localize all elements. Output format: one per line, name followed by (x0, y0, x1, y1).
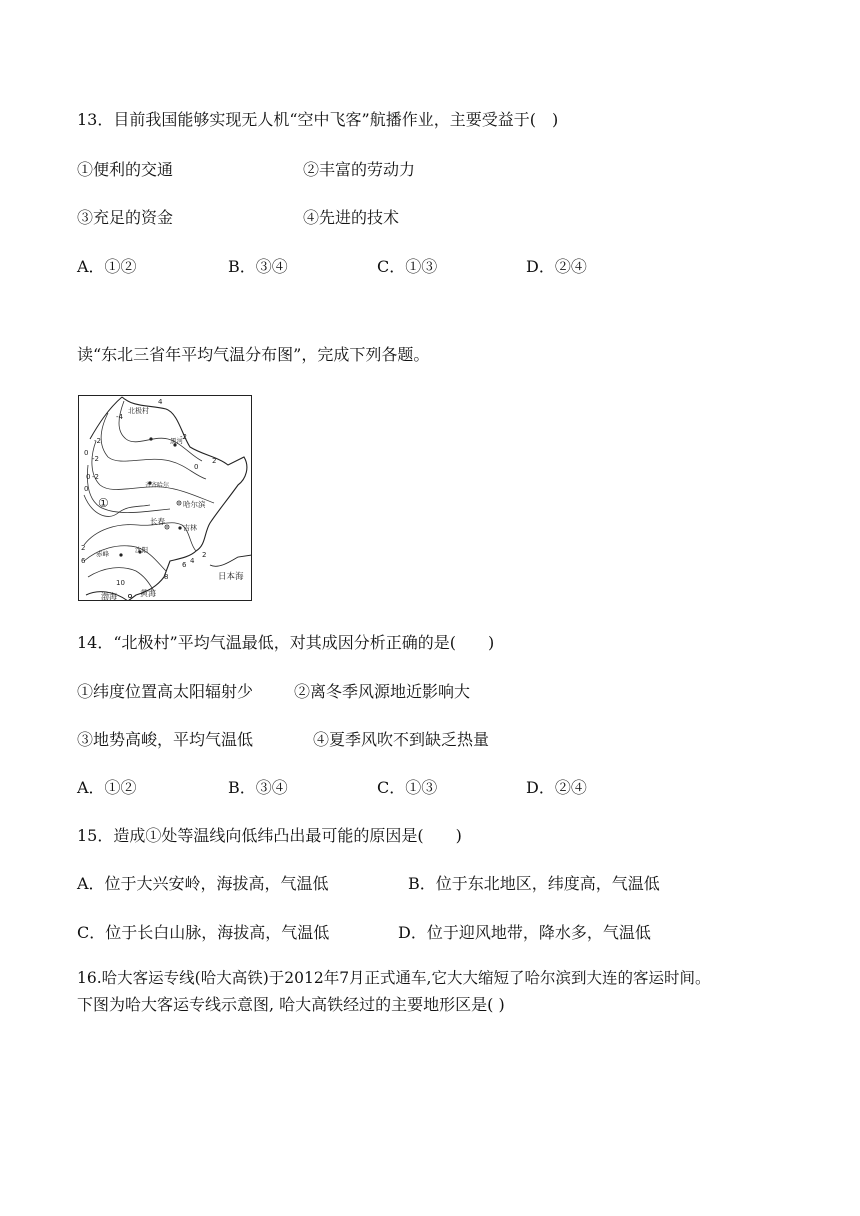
isotherm-label: -4 (116, 413, 123, 421)
map-label-changchun: 长春 (150, 517, 165, 526)
q14-item-2: ②离冬季风源地近影响大 (294, 682, 471, 701)
q14-item-3: ③地势高峻，平均气温低 (77, 730, 254, 749)
map-label-beijicun: 北极村 (128, 407, 149, 415)
q13-choice-c: C．①③ (377, 257, 438, 276)
isotherm-label: 2 (202, 551, 207, 559)
q15-choice-a: A．位于大兴安岭，海拔高，气温低 (77, 874, 329, 893)
q15-choice-b: B．位于东北地区，纬度高，气温低 (408, 874, 660, 893)
q15-stem: 15．造成①处等温线向低纬凸出最可能的原因是( ) (77, 826, 462, 845)
q13-choice-d: D．②④ (526, 257, 587, 276)
q14-item-1: ①纬度位置高太阳辐射少 (77, 682, 254, 701)
northeast-temperature-map (78, 395, 252, 601)
q14-choice-c: C．①③ (377, 778, 438, 797)
isotherm-label: -2 (92, 455, 99, 463)
isotherm-label: -2 (92, 473, 99, 481)
q14-choice-a: A．①② (77, 778, 137, 797)
q13-choice-a: A．①② (77, 257, 137, 276)
isotherm-label: -2 (94, 437, 101, 445)
isotherm-label: 2 (81, 544, 86, 552)
map-label-qiqihar: 齐齐哈尔 (145, 482, 170, 489)
map-label-chifeng: 赤峰 (96, 550, 109, 558)
map-label-shenyang: 沈阳 (135, 546, 148, 554)
map-marker-1: ① (98, 496, 109, 510)
isotherm-label: 0 (84, 485, 89, 493)
map-label-harbin: 哈尔滨 (183, 500, 206, 509)
q14-choice-b: B．③④ (228, 778, 288, 797)
isotherm-label: 0 (86, 473, 91, 481)
isotherm-label: -2 (180, 433, 187, 441)
isotherm-label: 4 (158, 398, 163, 406)
map-label-bohai: 渤海 (101, 592, 117, 601)
map-label-sea-of-japan: 日本海 (218, 572, 244, 582)
q16-text-line-2: 下图为哈大客运专线示意图, 哈大高铁经过的主要地形区是( ) (77, 995, 505, 1014)
q13-item-1: ①便利的交通 (77, 160, 174, 179)
map-label-heihe: 黑河 (170, 437, 183, 445)
q14-choice-d: D．②④ (526, 778, 587, 797)
isotherm-label: 0 (84, 449, 89, 457)
q13-item-4: ④先进的技术 (303, 208, 400, 227)
q15-choice-c: C．位于长白山脉，海拔高，气温低 (77, 923, 330, 942)
isotherm-label: 4 (190, 557, 195, 565)
q13-item-2: ②丰富的劳动力 (303, 160, 416, 179)
map-label-jilin: 吉林 (183, 524, 197, 532)
isotherm-label: 10 (116, 579, 125, 587)
reading-intro: 读“东北三省年平均气温分布图”，完成下列各题。 (77, 345, 430, 364)
q13-choice-b: B．③④ (228, 257, 288, 276)
map-label-yellow-sea: 黄海 (140, 589, 156, 598)
isotherm-label: 8 (164, 573, 169, 581)
isotherm-label: 6 (81, 557, 86, 565)
q14-stem: 14．“北极村”平均气温最低，对其成因分析正确的是( ) (77, 633, 495, 652)
isotherm-label: 0 (194, 463, 199, 471)
q16-text-line-1: 16.哈大客运专线(哈大高铁)于2012年7月正式通车,它大大缩短了哈尔滨到大连的客运时间。 (77, 969, 711, 987)
isotherm-label: 6 (182, 561, 187, 569)
q14-item-4: ④夏季风吹不到缺乏热量 (313, 730, 490, 749)
isotherm-label: 2 (212, 457, 217, 465)
q15-choice-d: D．位于迎风地带，降水多，气温低 (398, 923, 651, 942)
q13-item-3: ③充足的资金 (77, 208, 174, 227)
q13-stem: 13．目前我国能够实现无人机“空中飞客”航播作业，主要受益于( ) (77, 110, 559, 129)
